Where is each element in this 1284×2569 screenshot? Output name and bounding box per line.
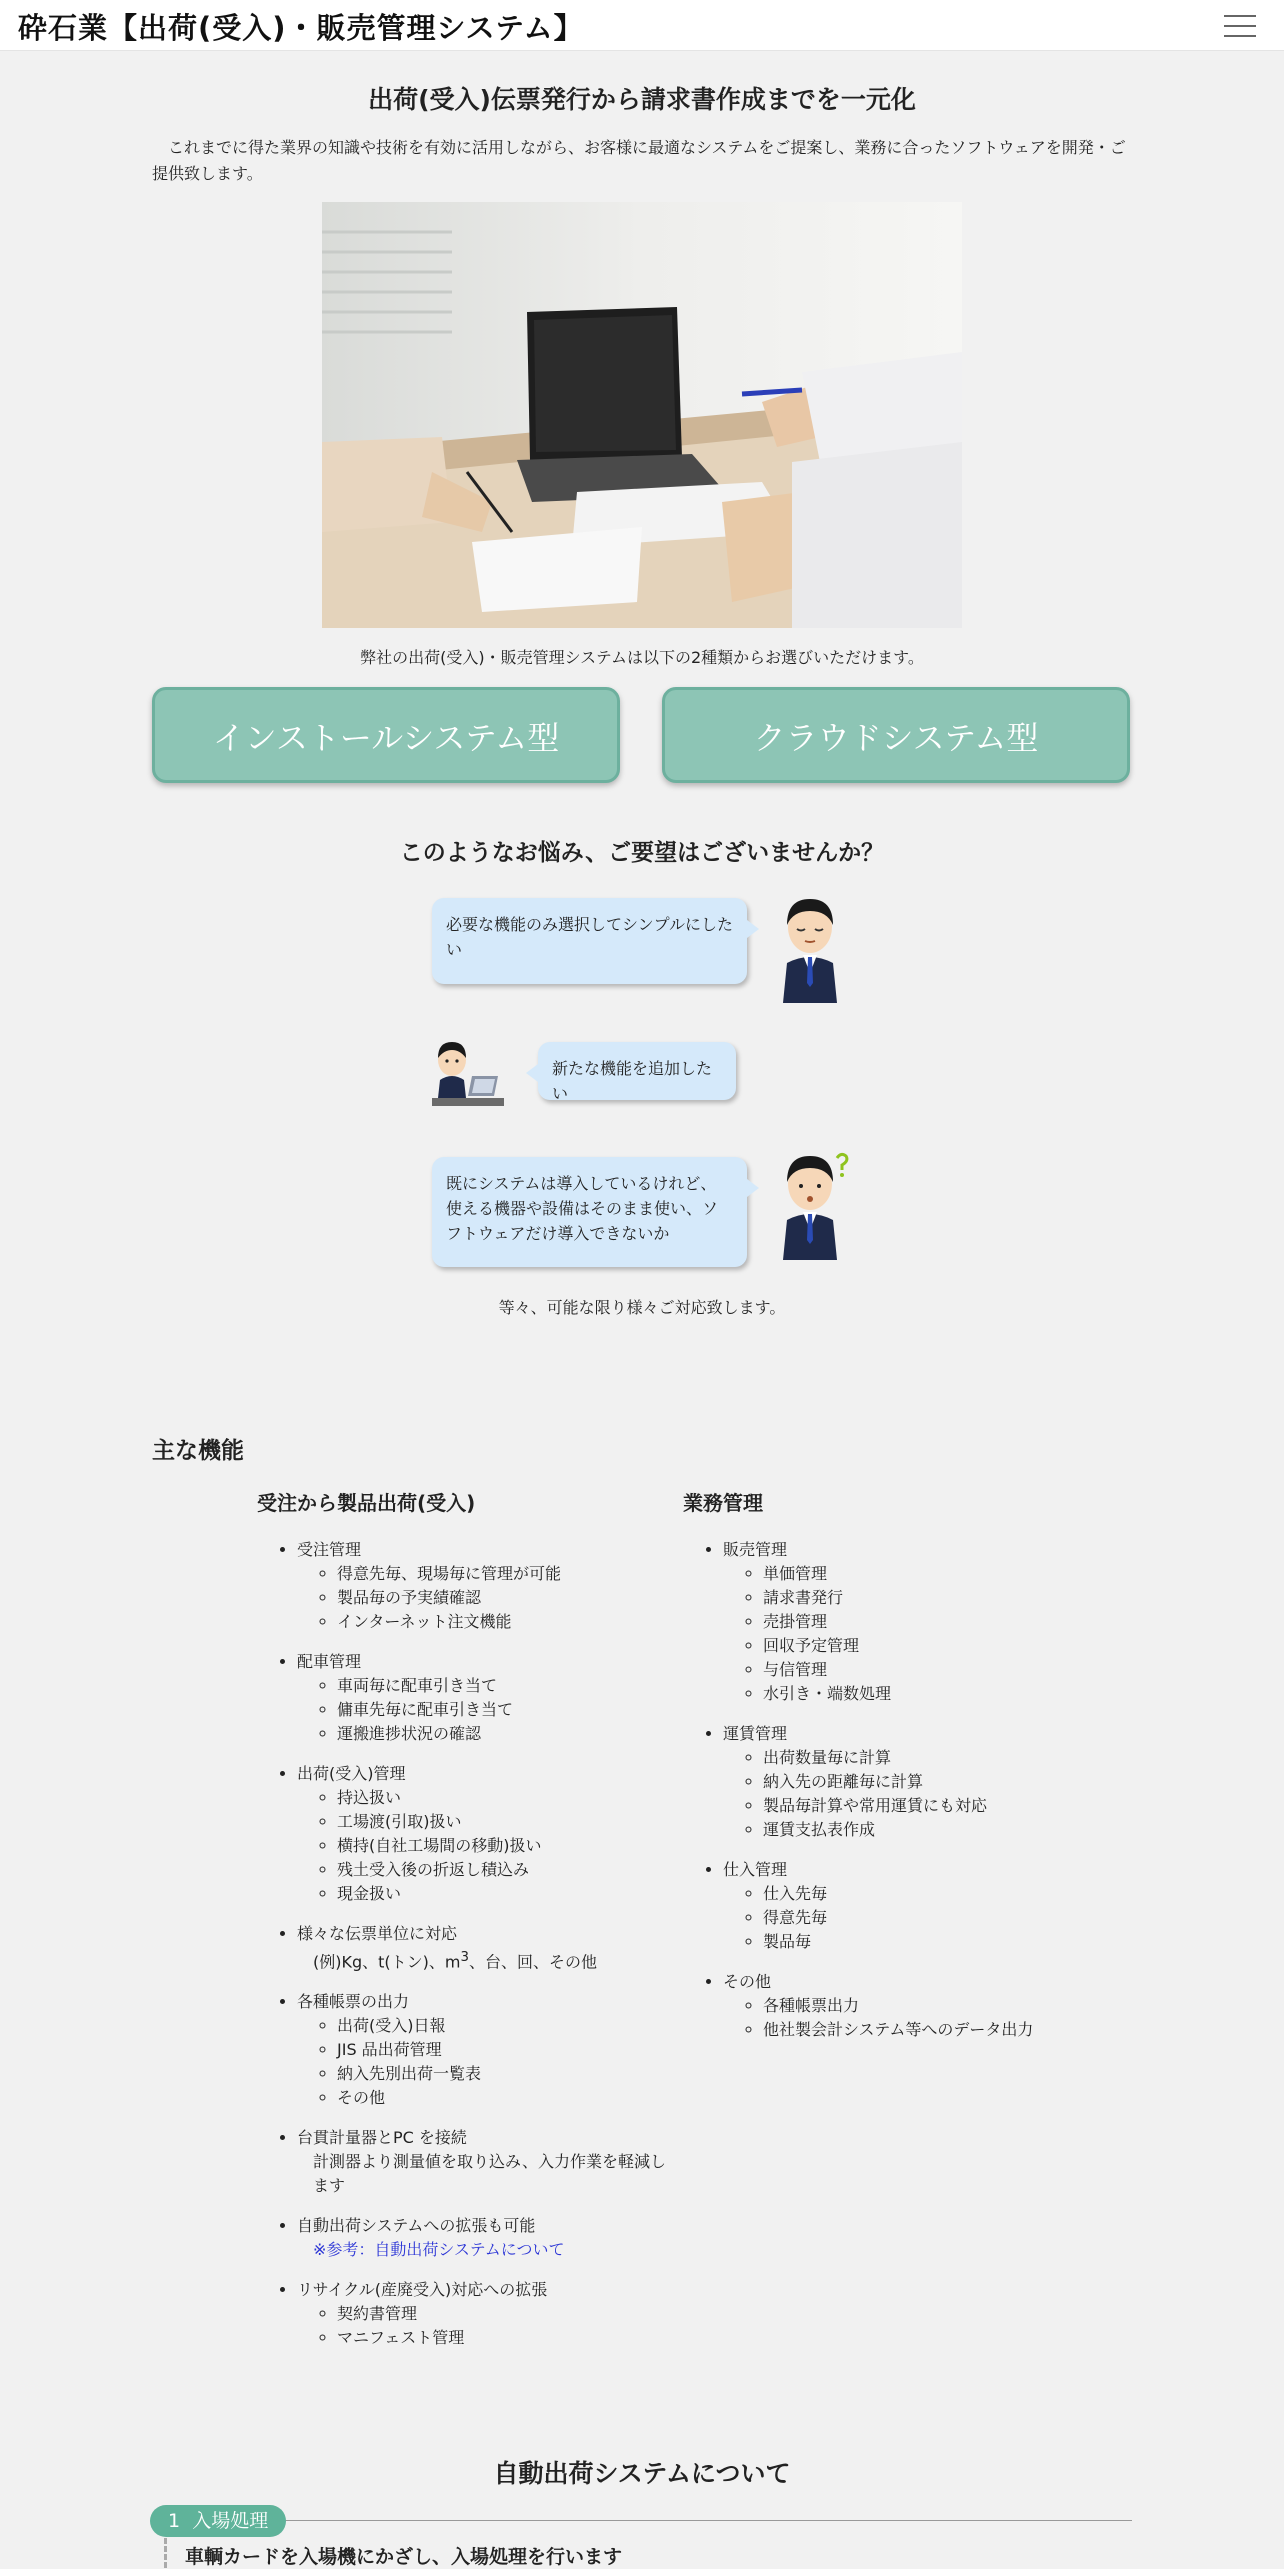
right-heading: 業務管理 (683, 1491, 763, 1515)
features-title: 主な機能 (152, 1438, 244, 1464)
list-item: ◦ 運賃支払表作成 (763, 1818, 1103, 1842)
businessman-at-laptop-icon (432, 1036, 512, 1114)
site-title[interactable]: 砕石業【出荷(受入)・販売管理システム】 (18, 11, 584, 45)
list-item: ◦ 契約書管理 (337, 2302, 677, 2326)
list-item: ◦ 請求書発行 (763, 1586, 1103, 1610)
list-item: ◦ 残土受入後の折返し積込み (337, 1858, 677, 1882)
speech-bubble-existing-system (432, 1157, 747, 1267)
list-item: ◦ 現金扱い (337, 1882, 677, 1906)
feature-auto-shipping: • 自動出荷システムへの拡張も可能 ※参考：自動出荷システムについて (297, 2214, 677, 2262)
list-item: ◦ 車両毎に配車引き当て (337, 1674, 677, 1698)
closing-text: 等々、可能な限り様々ご対応致します。 (498, 1298, 786, 1317)
list-item: ◦ 出荷(受入)日報 (337, 2014, 677, 2038)
list-item: ◦ 得意先毎、現場毎に管理が可能 (337, 1562, 677, 1586)
businessman-eyes-closed-icon (775, 893, 845, 1003)
feature-dispatch: • 配車管理 ◦ 車両毎に配車引き当て ◦ 傭車先毎に配車引き当て ◦ 運搬進捗状況の確認 (297, 1650, 677, 1746)
auto-shipping-reference-link[interactable]: ※参考：自動出荷システムについて (313, 2240, 565, 2260)
bubble-text: 必要な機能のみ選択してシンプルにしたい (446, 915, 733, 959)
worries-title: このようなお悩み、ご要望はございませんか？ (399, 840, 885, 866)
list-item: ◦ 与信管理 (763, 1658, 1103, 1682)
list-item: ◦ マニフェスト管理 (337, 2326, 677, 2350)
hero-title: 出荷(受入)伝票発行から請求書作成までを一元化 (368, 85, 916, 114)
list-item: ◦ インターネット注文機能 (337, 1610, 677, 1634)
step-number: 1 (168, 2510, 181, 2532)
list-item: ◦ 運搬進捗状況の確認 (337, 1722, 677, 1746)
type-caption: 弊社の出荷(受入)・販売管理システムは以下の2種類からお選びいただけます。 (360, 648, 924, 667)
list-item: ◦ 製品毎計算や常用運賃にも対応 (763, 1794, 1103, 1818)
step-label: 入場処理 (192, 2510, 269, 2532)
list-item: ◦ 各種帳票出力 (763, 1994, 1103, 2018)
businessman-question-icon (775, 1150, 851, 1260)
list-item: ◦ 出荷数量毎に計算 (763, 1746, 1103, 1770)
feature-shipping: • 出荷(受入)管理 ◦ 持込扱い ◦ 工場渡(引取)扱い ◦ 横持(自社工場間の移動)扱い ◦ 残土受入後の折返し積込み ◦ 現金扱い (297, 1762, 677, 1906)
list-item: ◦ 製品毎の予実績確認 (337, 1586, 677, 1610)
list-item: ◦ 持込扱い (337, 1786, 677, 1810)
list-item: ◦ 工場渡(引取)扱い (337, 1810, 677, 1834)
list-item: ◦ JIS 品出荷管理 (337, 2038, 677, 2062)
feature-other: • その他 ◦ 各種帳票出力 ◦ 他社製会計システム等へのデータ出力 (723, 1970, 1103, 2042)
speech-bubble-add-feature (538, 1042, 736, 1103)
scale-note: 計測器より測量値を取り込み、入力作業を軽減します (313, 2152, 666, 2196)
list-item: ◦ 製品毎 (763, 1930, 1103, 1954)
list-item: ◦ 得意先毎 (763, 1906, 1103, 1930)
feature-purchase: • 仕入管理 ◦ 仕入先毎 ◦ 得意先毎 ◦ 製品毎 (723, 1858, 1103, 1954)
feature-order: • 受注管理 ◦ 得意先毎、現場毎に管理が可能 ◦ 製品毎の予実績確認 ◦ インターネット注文機能 (297, 1538, 677, 1634)
list-item: ◦ その他 (337, 2086, 677, 2110)
feature-sales: • 販売管理 ◦ 単価管理 ◦ 請求書発行 ◦ 売掛管理 ◦ 回収予定管理 ◦ 与信管理 ◦ 水引き・端数処理 (723, 1538, 1103, 1706)
bubble-text: 新たな機能を追加したい (552, 1059, 713, 1103)
list-item: ◦ 売掛管理 (763, 1610, 1103, 1634)
feature-units: • 様々な伝票単位に対応 (例)Kg、t(トン)、$m^3$、台、回、その他 (297, 1922, 677, 1974)
features-right-column (683, 1487, 1103, 2058)
cloud-system-button[interactable]: クラウドシステム型 (662, 687, 1130, 783)
list-item: ◦ 納入先別出荷一覧表 (337, 2062, 677, 2086)
left-heading: 受注から製品出荷(受入) (257, 1491, 476, 1515)
list-item: ◦ 傭車先毎に配車引き当て (337, 1698, 677, 1722)
meeting-photo (322, 202, 962, 628)
bubble-text-line1: 既にシステムは導入しているけれど、 (446, 1174, 717, 1193)
list-item: ◦ 他社製会計システム等へのデータ出力 (763, 2018, 1103, 2042)
auto-shipping-title: 自動出荷システムについて (493, 2459, 791, 2488)
feature-freight: • 運賃管理 ◦ 出荷数量毎に計算 ◦ 納入先の距離毎に計算 ◦ 製品毎計算や常用運賃にも対応 ◦ 運賃支払表作成 (723, 1722, 1103, 1842)
list-item: ◦ 納入先の距離毎に計算 (763, 1770, 1103, 1794)
list-item: ◦ 水引き・端数処理 (763, 1682, 1103, 1706)
units-note: (例)Kg、t(トン)、$m^3$、台、回、その他 (313, 1950, 597, 1972)
features-left-column (257, 1487, 677, 2366)
step-dashed-bar (164, 2538, 171, 2568)
step-description: 車輌カードを入場機にかざし、入場処理を行います (185, 2546, 623, 2568)
list-item: ◦ 横持(自社工場間の移動)扱い (337, 1834, 677, 1858)
speech-bubble-simple (432, 898, 747, 984)
feature-scale: • 台貫計量器とPC を接続 計測器より測量値を取り込み、入力作業を軽減します (297, 2126, 677, 2198)
feature-recycle: • リサイクル(産廃受入)対応への拡張 ◦ 契約書管理 ◦ マニフェスト管理 (297, 2278, 677, 2350)
list-item: ◦ 回収予定管理 (763, 1634, 1103, 1658)
install-system-button[interactable]: インストールシステム型 (152, 687, 620, 783)
hamburger-menu-icon[interactable] (1224, 15, 1256, 37)
list-item: ◦ 仕入先毎 (763, 1882, 1103, 1906)
intro-text: これまでに得た業界の知識や技術を有効に活用しながら、お客様に最適なシステムをご提案し、業務に合ったソフトウェアを開発・ご提供致します。 (152, 138, 1126, 183)
list-item: ◦ 単価管理 (763, 1562, 1103, 1586)
bubble-text-line2: 使える機器や設備はそのまま使い、ソフトウェアだけ導入できないか (446, 1199, 719, 1243)
step-divider (152, 2520, 1132, 2521)
top-bar (0, 0, 1284, 51)
step-1-tab (150, 2505, 286, 2537)
feature-reports: • 各種帳票の出力 ◦ 出荷(受入)日報 ◦ JIS 品出荷管理 ◦ 納入先別出荷一覧表 ◦ その他 (297, 1990, 677, 2110)
